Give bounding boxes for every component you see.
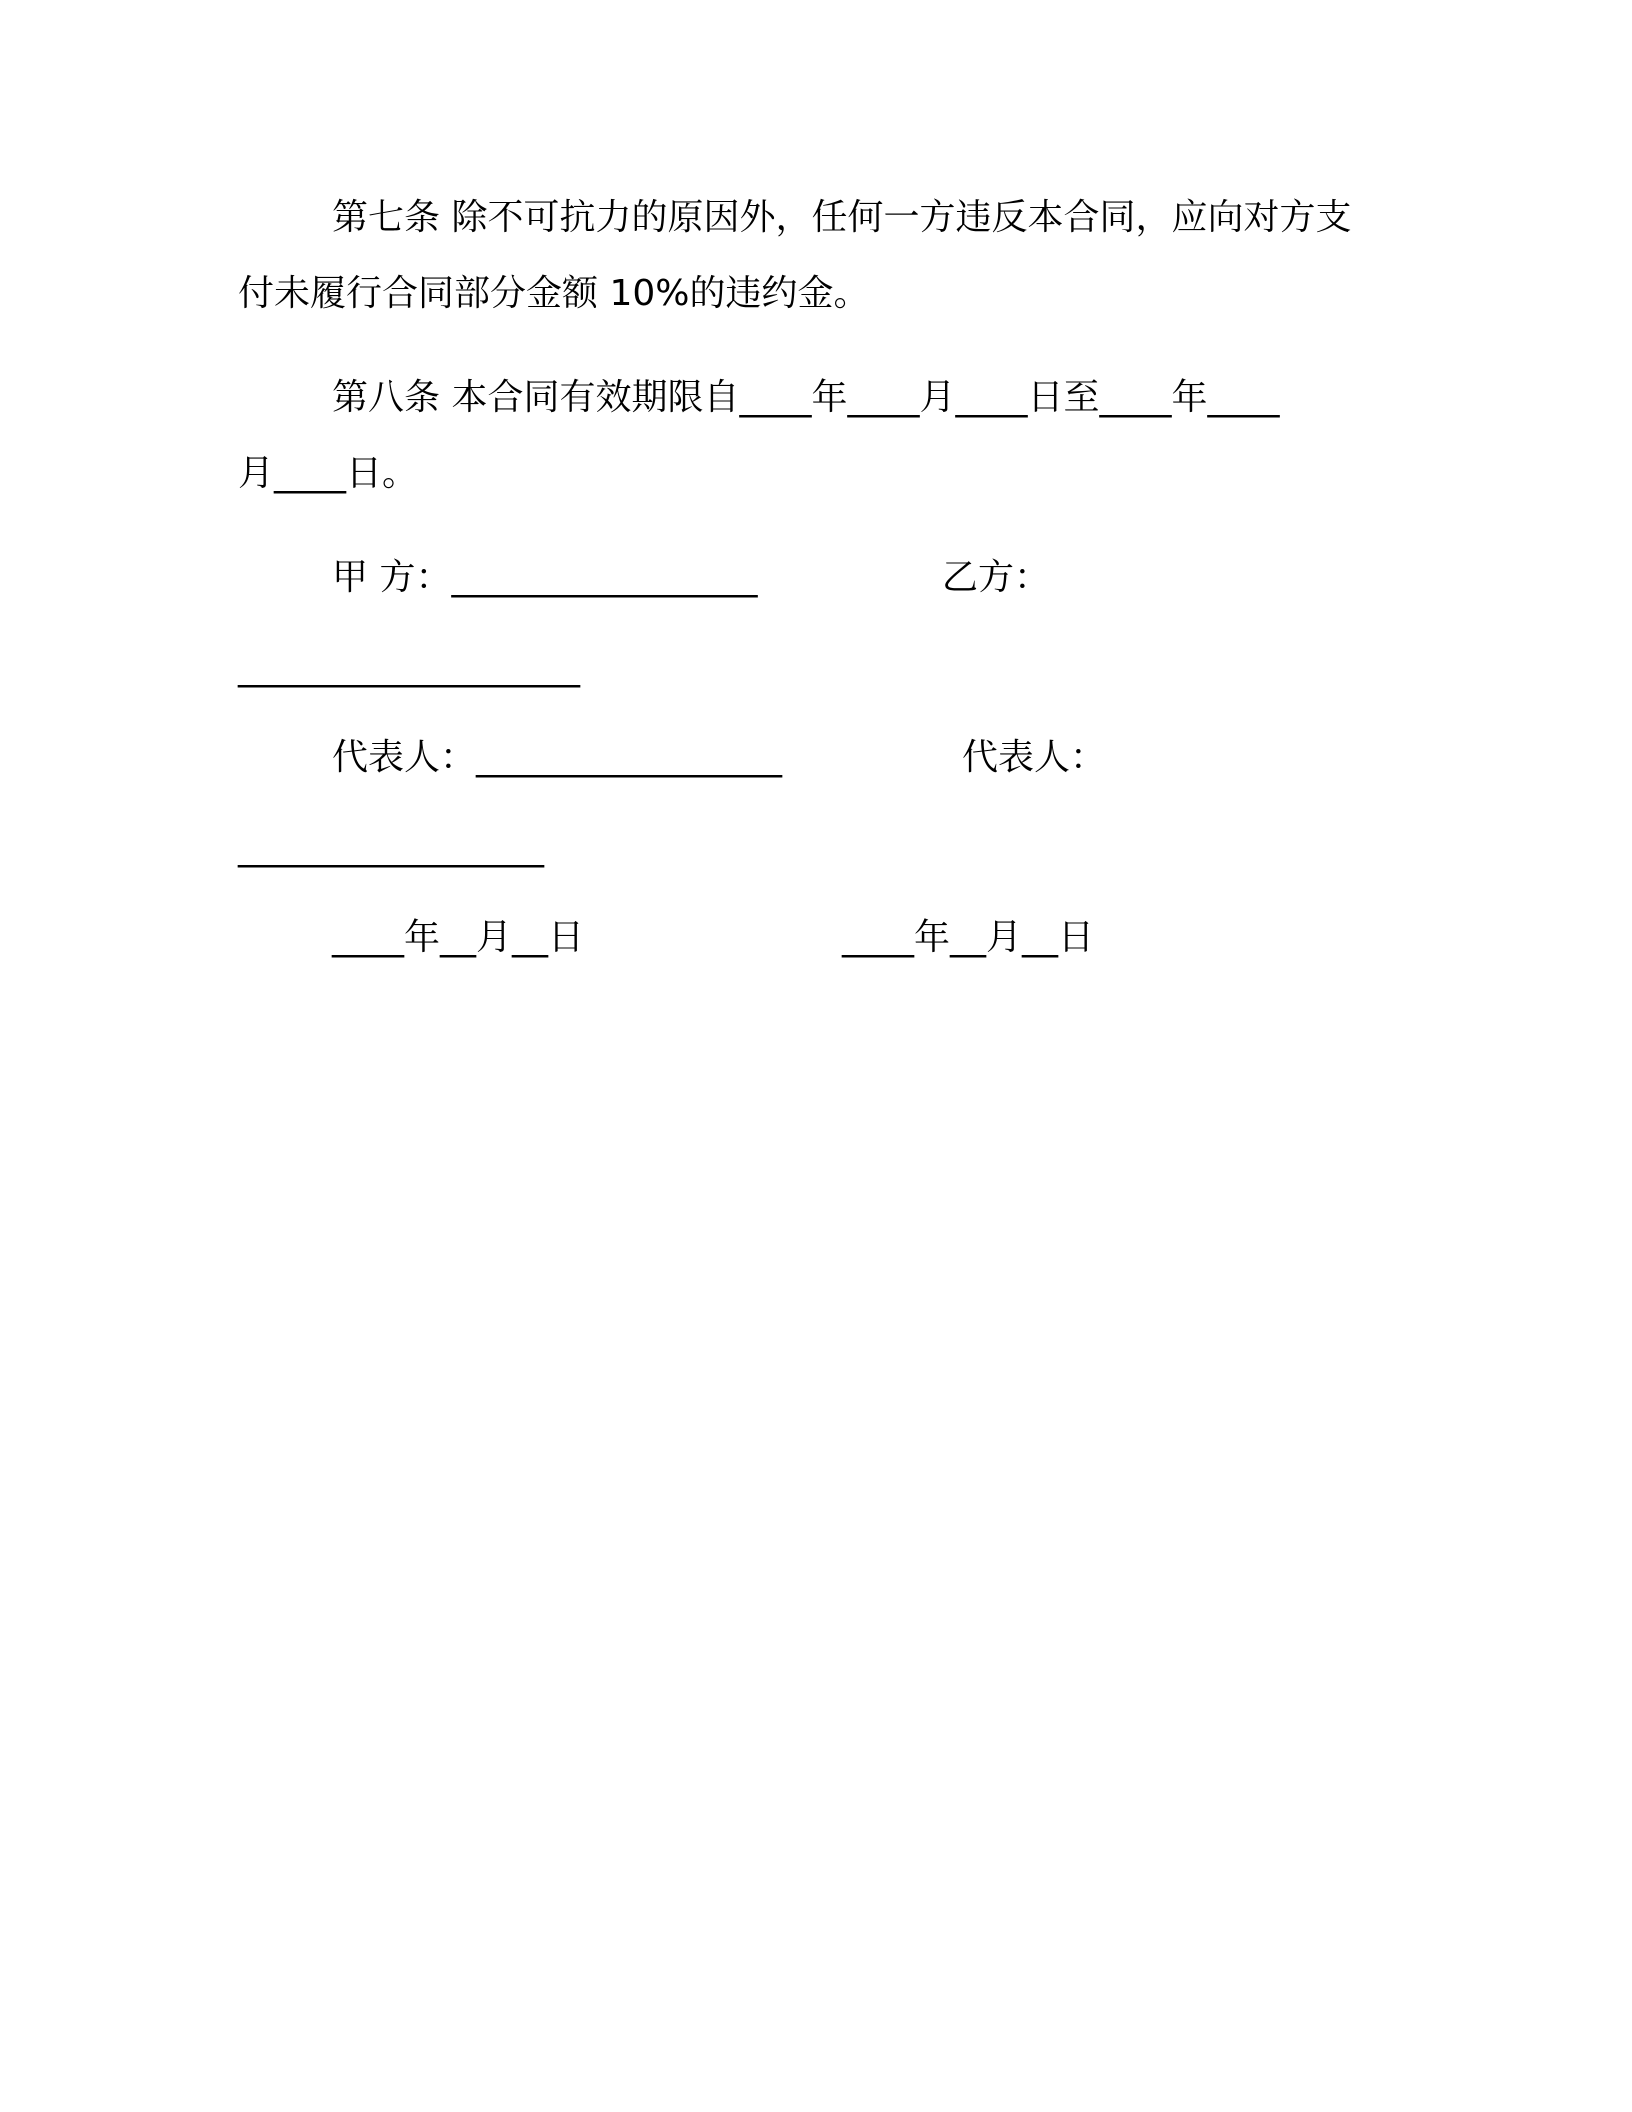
- article-8-line-2: 月____日。: [238, 453, 419, 494]
- party-b-label: 乙方：: [942, 557, 1051, 598]
- date-party-b: ____年__月__日: [842, 917, 1095, 958]
- article-8-line-1: 第八条 本合同有效期限自____年____月____日至____年____: [332, 377, 1280, 418]
- representative-b-label: 代表人：: [962, 737, 1107, 778]
- date-party-a: ____年__月__日: [332, 917, 585, 958]
- article-7-line-1: 第七条 除不可抗力的原因外，任何一方违反本合同，应向对方支: [332, 197, 1352, 238]
- party-b-blank: ___________________: [238, 647, 580, 688]
- representative-b-blank: _________________: [238, 827, 544, 868]
- party-a-field: 甲 方：_________________: [332, 557, 758, 598]
- representative-a-field: 代表人：_________________: [332, 737, 783, 778]
- article-7-line-2: 付未履行合同部分金额 10%的违约金。: [238, 273, 870, 314]
